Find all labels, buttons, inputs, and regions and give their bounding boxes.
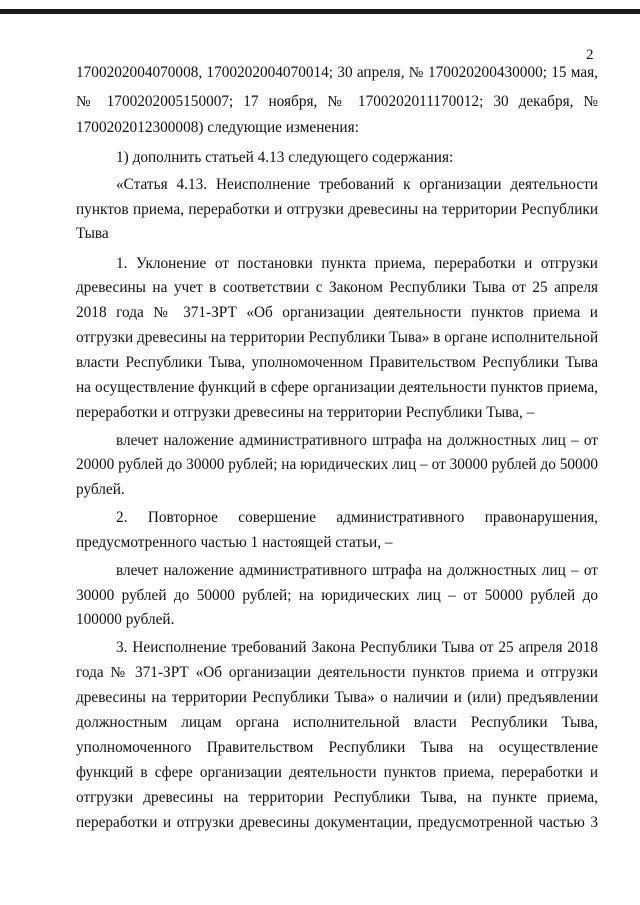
text-line: рублей. [76, 481, 125, 498]
top-border-rule [0, 9, 640, 14]
text-line: 100000 рублей. [76, 611, 175, 628]
text-line: 1. Уклонение от постановки пункта приема, переработки и отгрузки [116, 255, 598, 272]
text-line: года № 371-ЗРТ «Об организации деятельности пунктов приема и отгрузки [76, 664, 598, 681]
text-line: 1700202004070008, 1700202004070014; 30 апреля, № 170020200430000; 15 мая, [76, 64, 598, 81]
text-line: 30000 рублей до 50000 рублей; на юридических лиц – от 50000 рублей до [76, 587, 598, 604]
text-line: 3. Неисполнение требований Закона Республики Тыва от 25 апреля 2018 [116, 639, 598, 656]
text-line: влечет наложение административного штрафа на должностных лиц – от [116, 432, 598, 449]
text-line: переработки и отгрузки древесины документации, предусмотренной частью 3 [76, 814, 598, 831]
text-line: 2. Повторное совершение административного правонарушения, [116, 509, 598, 526]
text-line: 1) дополнить статьей 4.13 следующего содержания: [116, 149, 454, 166]
text-line: пунктов приема, переработки и отгрузки древесины на территории Республики [76, 201, 598, 218]
text-line: уполномоченного Правительством Республики Тыва на осуществление [76, 739, 598, 756]
text-line: переработки и отгрузки древесины на территории Республики Тыва, – [76, 404, 535, 421]
text-line: Тыва [76, 225, 109, 242]
text-line: 20000 рублей до 30000 рублей; на юридических лиц – от 30000 рублей до 50000 [76, 456, 598, 473]
text-line: № 1700202005150007; 17 ноября, № 1700202011170012; 30 декабря, № [76, 93, 598, 110]
text-line: 1700202012300008) следующие изменения: [76, 119, 359, 136]
page-number: 2 [586, 47, 594, 63]
text-line: власти Республики Тыва, уполномоченном Правительством Республики Тыва [76, 354, 598, 371]
text-line: функций в сфере организации деятельности пунктов приема, переработки и [76, 764, 598, 781]
text-line: должностным лицам органа исполнительной власти Республики Тыва, [76, 714, 598, 731]
text-line: отгрузки древесины на территории Республики Тыва, на пункте приема, [76, 789, 598, 806]
text-line: древесины на учет в соответствии с Законом Республики Тыва от 25 апреля [76, 279, 598, 296]
text-line: предусмотренного частью 1 настоящей статьи, – [76, 534, 393, 551]
text-line: на осуществление функций в сфере организации деятельности пунктов приема, [76, 379, 598, 396]
text-line: отгрузки древесины на территории Республики Тыва» в органе исполнительной [76, 329, 599, 346]
text-line: древесины на территории Республики Тыва» о наличии и (или) предъявлении [76, 689, 598, 706]
text-line: 2018 года № 371-ЗРТ «Об организации деятельности пунктов приема и [76, 304, 598, 321]
text-line: влечет наложение административного штрафа на должностных лиц – от [116, 562, 598, 579]
text-line: «Статья 4.13. Неисполнение требований к организации деятельности [116, 176, 598, 193]
